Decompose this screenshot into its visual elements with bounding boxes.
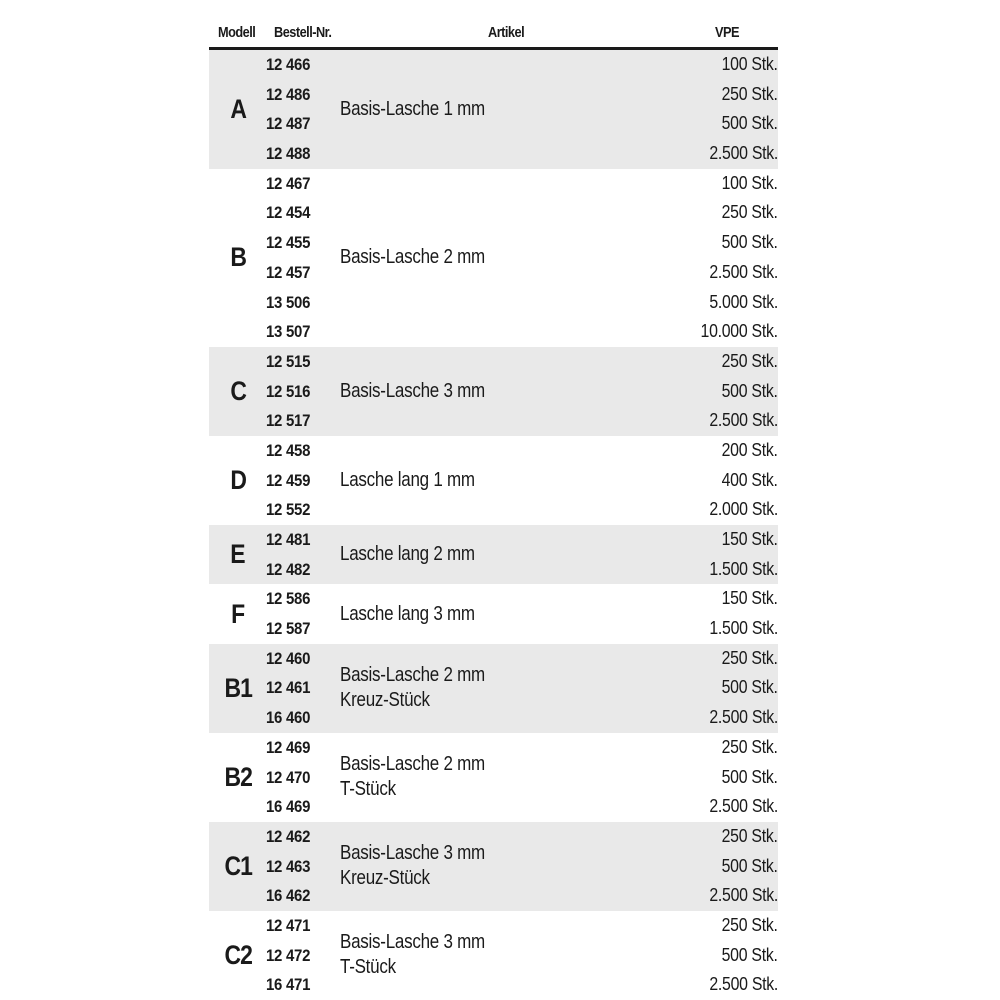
model-group xyxy=(209,733,778,822)
table-row xyxy=(209,911,778,941)
table-row xyxy=(209,970,778,1000)
model-code: A xyxy=(230,93,246,124)
article-line: Basis-Lasche 2 mm xyxy=(340,664,485,687)
packaging-unit: 2.500 Stk. xyxy=(709,143,778,164)
packaging-unit: 1.500 Stk. xyxy=(709,558,778,579)
order-number: 12 466 xyxy=(266,55,311,74)
packaging-unit: 500 Stk. xyxy=(721,944,778,965)
order-number: 12 471 xyxy=(266,915,311,935)
order-number: 12 487 xyxy=(266,114,311,134)
order-number: 16 460 xyxy=(266,708,311,728)
packaging-unit: 250 Stk. xyxy=(721,825,778,846)
order-number: 12 460 xyxy=(266,648,311,668)
order-number: 12 488 xyxy=(266,144,311,164)
packaging-unit: 250 Stk. xyxy=(721,736,778,757)
packaging-unit: 2.500 Stk. xyxy=(709,261,778,282)
model-code: D xyxy=(230,464,246,495)
order-number: 12 516 xyxy=(266,381,311,401)
table-row xyxy=(209,347,778,377)
table-row xyxy=(209,169,778,199)
packaging-unit: 500 Stk. xyxy=(721,766,778,787)
table-row xyxy=(209,881,778,911)
article-line: Basis-Lasche 3 mm xyxy=(340,842,485,865)
table-row xyxy=(209,377,778,407)
order-number: 12 461 xyxy=(266,678,311,698)
table-row xyxy=(209,288,778,318)
header-model: Modell xyxy=(218,24,256,41)
article-line: Basis-Lasche 2 mm xyxy=(340,753,485,776)
order-number: 16 471 xyxy=(266,975,311,995)
model-code: B2 xyxy=(224,761,252,792)
table-row xyxy=(209,228,778,258)
packaging-unit: 2.500 Stk. xyxy=(709,796,778,817)
article-line: Kreuz-Stück xyxy=(340,689,430,712)
order-number: 12 463 xyxy=(266,856,311,876)
table-row xyxy=(209,258,778,288)
order-number: 12 462 xyxy=(266,826,311,846)
table-row xyxy=(209,198,778,228)
table-row xyxy=(209,466,778,496)
order-number: 12 458 xyxy=(266,440,311,460)
table-row xyxy=(209,139,778,169)
table-body xyxy=(209,50,778,1000)
packaging-unit: 500 Stk. xyxy=(721,113,778,134)
order-number: 12 454 xyxy=(266,203,311,223)
model-group xyxy=(209,436,778,525)
order-number: 13 506 xyxy=(266,292,311,312)
article-line: Basis-Lasche 2 mm xyxy=(340,246,485,269)
packaging-unit: 500 Stk. xyxy=(721,677,778,698)
article-line: Lasche lang 2 mm xyxy=(340,543,475,566)
product-table xyxy=(209,22,778,1000)
header-vpe: VPE xyxy=(715,24,739,41)
table-row xyxy=(209,555,778,585)
order-number: 12 459 xyxy=(266,470,311,490)
model-group xyxy=(209,525,778,584)
header-order-number: Bestell-Nr. xyxy=(274,24,332,41)
model-code: F xyxy=(231,598,245,629)
order-number: 12 587 xyxy=(266,619,311,639)
table-row xyxy=(209,406,778,436)
packaging-unit: 100 Stk. xyxy=(721,54,778,74)
packaging-unit: 500 Stk. xyxy=(721,855,778,876)
table-row xyxy=(209,941,778,971)
packaging-unit: 500 Stk. xyxy=(721,380,778,401)
table-row xyxy=(209,822,778,852)
model-group xyxy=(209,169,778,347)
order-number: 16 462 xyxy=(266,886,311,906)
model-group xyxy=(209,822,778,911)
article-line: Basis-Lasche 3 mm xyxy=(340,379,485,402)
packaging-unit: 250 Stk. xyxy=(721,83,778,104)
packaging-unit: 400 Stk. xyxy=(721,469,778,490)
article-line: Lasche lang 3 mm xyxy=(340,602,475,625)
table-row xyxy=(209,495,778,525)
model-code: C xyxy=(230,375,246,406)
header-article: Artikel xyxy=(488,24,525,41)
order-number: 12 586 xyxy=(266,589,311,609)
packaging-unit: 150 Stk. xyxy=(721,529,778,549)
order-number: 16 469 xyxy=(266,797,311,817)
order-number: 12 552 xyxy=(266,500,311,520)
article-line: Lasche lang 1 mm xyxy=(340,468,475,491)
order-number: 13 507 xyxy=(266,322,311,342)
model-code: C2 xyxy=(224,939,252,970)
article-line: Basis-Lasche 3 mm xyxy=(340,931,485,954)
packaging-unit: 2.500 Stk. xyxy=(709,885,778,906)
table-row xyxy=(209,733,778,763)
order-number: 12 467 xyxy=(266,173,311,193)
order-number: 12 472 xyxy=(266,945,311,965)
packaging-unit: 1.500 Stk. xyxy=(709,618,778,639)
article-line: T-Stück xyxy=(340,956,396,979)
table-row xyxy=(209,436,778,466)
table-row xyxy=(209,673,778,703)
packaging-unit: 2.500 Stk. xyxy=(709,707,778,728)
packaging-unit: 250 Stk. xyxy=(721,202,778,223)
table-row xyxy=(209,703,778,733)
table-row xyxy=(209,614,778,644)
table-row xyxy=(209,584,778,614)
order-number: 12 481 xyxy=(266,530,311,549)
table-row xyxy=(209,792,778,822)
packaging-unit: 250 Stk. xyxy=(721,647,778,668)
table-row xyxy=(209,763,778,793)
table-row xyxy=(209,317,778,347)
model-group xyxy=(209,911,778,1000)
table-row xyxy=(209,80,778,110)
packaging-unit: 150 Stk. xyxy=(721,588,778,609)
packaging-unit: 2.500 Stk. xyxy=(709,410,778,431)
model-group xyxy=(209,50,778,169)
model-group xyxy=(209,644,778,733)
order-number: 12 482 xyxy=(266,559,311,579)
article-line: T-Stück xyxy=(340,778,396,801)
table-header xyxy=(209,22,778,50)
article-line: Kreuz-Stück xyxy=(340,867,430,890)
model-group xyxy=(209,347,778,436)
packaging-unit: 10.000 Stk. xyxy=(700,321,778,342)
order-number: 12 515 xyxy=(266,351,311,371)
model-code: E xyxy=(230,539,246,570)
model-code: B xyxy=(230,242,246,273)
packaging-unit: 500 Stk. xyxy=(721,232,778,253)
packaging-unit: 200 Stk. xyxy=(721,439,778,460)
packaging-unit: 100 Stk. xyxy=(721,172,778,193)
packaging-unit: 2.500 Stk. xyxy=(709,974,778,995)
packaging-unit: 5.000 Stk. xyxy=(709,291,778,312)
packaging-unit: 2.000 Stk. xyxy=(709,499,778,520)
order-number: 12 469 xyxy=(266,737,311,757)
model-group xyxy=(209,584,778,643)
order-number: 12 455 xyxy=(266,233,311,253)
order-number: 12 457 xyxy=(266,262,311,282)
packaging-unit: 250 Stk. xyxy=(721,914,778,935)
table-row xyxy=(209,525,778,555)
model-code: C1 xyxy=(224,850,252,881)
model-code: B1 xyxy=(224,672,252,703)
table-row xyxy=(209,852,778,882)
order-number: 12 486 xyxy=(266,84,311,104)
order-number: 12 470 xyxy=(266,767,311,787)
table-row xyxy=(209,50,778,80)
order-number: 12 517 xyxy=(266,411,311,431)
article-line: Basis-Lasche 1 mm xyxy=(340,97,485,120)
table-row xyxy=(209,644,778,674)
table-row xyxy=(209,109,778,139)
packaging-unit: 250 Stk. xyxy=(721,350,778,371)
